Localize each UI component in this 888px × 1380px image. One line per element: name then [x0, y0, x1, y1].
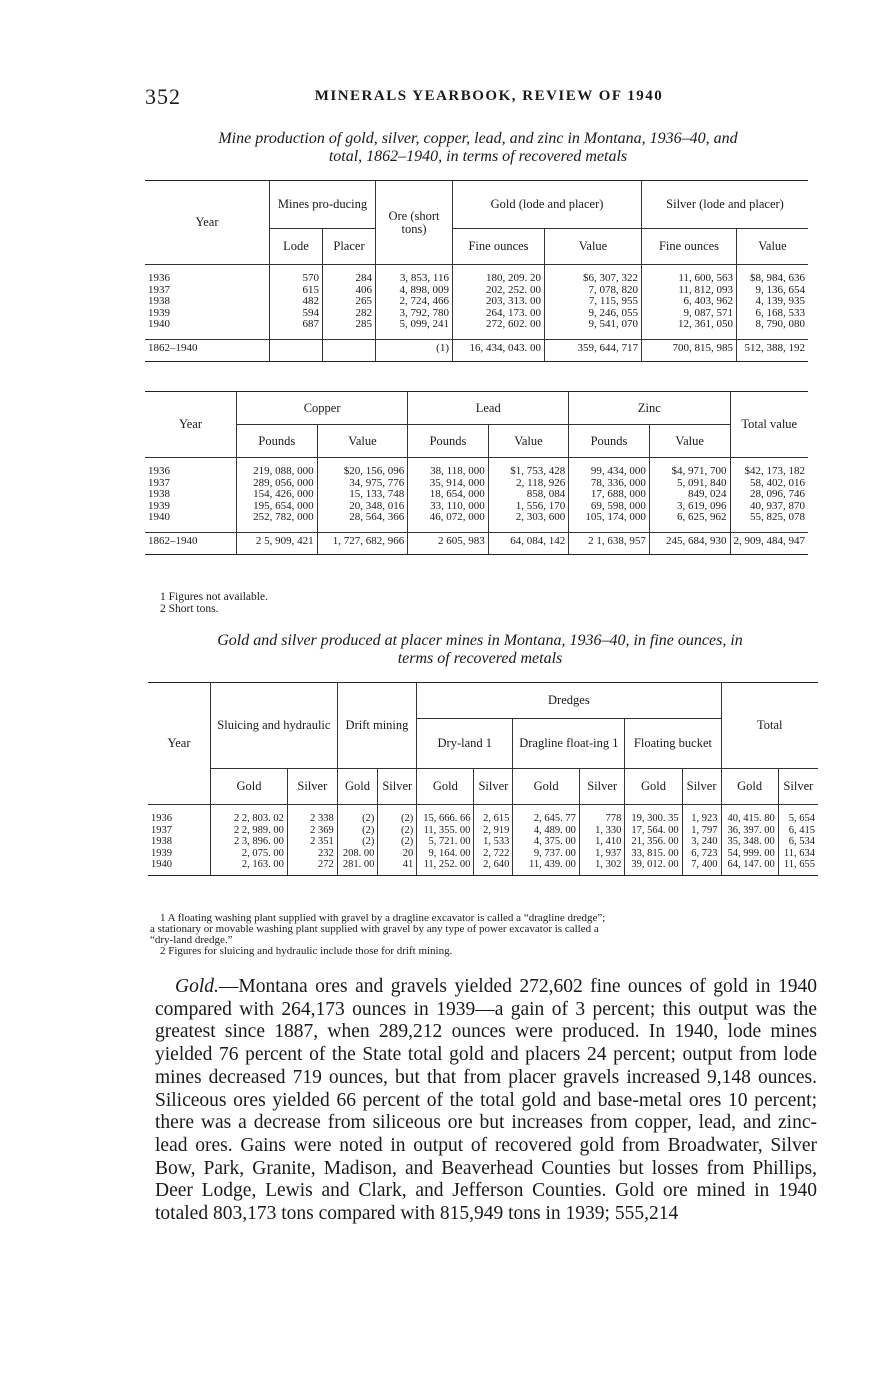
data-cell: (1) — [376, 339, 453, 357]
data-cell: 40, 415. 80 — [721, 813, 778, 825]
data-cell: 17, 688, 000 — [569, 489, 650, 501]
footnote-2: 2 Short tons. — [160, 602, 219, 615]
data-cell: 1, 330 — [579, 825, 625, 837]
data-cell: 39, 012. 00 — [625, 859, 682, 871]
data-cell: 2 2, 989. 00 — [211, 825, 288, 837]
col-lode: Lode — [270, 229, 323, 265]
data-cell: 2, 919 — [474, 825, 513, 837]
data-cell: 11, 655 — [783, 859, 815, 870]
data-cell: 2 3, 896. 00 — [211, 836, 288, 848]
col-gold-value: Value — [545, 229, 642, 265]
body-paragraph — [155, 976, 817, 1226]
col-copper: Copper — [236, 392, 407, 425]
data-cell: 3, 619, 096 — [649, 501, 730, 513]
data-cell — [270, 339, 323, 357]
data-cell: 4, 489. 00 — [513, 825, 580, 837]
data-cell: 284 — [323, 273, 376, 285]
data-cell: 1, 556, 170 — [488, 501, 568, 513]
table-row — [148, 836, 818, 848]
data-cell: 482 — [270, 296, 323, 308]
data-cell: 858, 084 — [488, 489, 568, 501]
col-zinc: Zinc — [569, 392, 730, 425]
data-cell: 35, 914, 000 — [408, 478, 488, 490]
data-cell: 180, 209. 20 — [453, 273, 545, 285]
col-lead: Lead — [408, 392, 569, 425]
col-gold-ounces: Fine ounces — [453, 229, 545, 265]
data-cell: 1, 727, 682, 966 — [317, 532, 408, 550]
table1-footnotes — [160, 592, 268, 615]
data-cell: 594 — [270, 308, 323, 320]
col-floating: Floating bucket — [625, 719, 721, 769]
data-cell: 64, 147. 00 — [721, 859, 778, 871]
data-cell: 38, 118, 000 — [408, 466, 488, 478]
data-cell: 99, 434, 000 — [569, 466, 650, 478]
data-cell: 208. 00 — [337, 848, 378, 860]
data-cell: 2, 118, 926 — [488, 478, 568, 490]
year-cell: 1938 — [145, 489, 236, 501]
footnote-1-cont: a stationary or movable washing plant supplied with gravel by any type of power excavator is called a — [150, 923, 599, 935]
data-cell: $42, 173, 182 — [744, 465, 805, 477]
data-cell: 219, 088, 000 — [236, 466, 317, 478]
data-cell: 6, 534 — [788, 836, 815, 847]
data-cell: 7, 400 — [682, 859, 721, 871]
data-cell: 4, 898, 009 — [376, 285, 453, 297]
col-silver-ounces: Fine ounces — [642, 229, 737, 265]
table-row — [145, 319, 808, 331]
data-cell: 2 338 — [287, 813, 337, 825]
data-cell: 2, 722 — [474, 848, 513, 860]
col-silver: Silver — [287, 769, 337, 805]
table-row — [145, 296, 808, 308]
data-cell: 9, 164. 00 — [417, 848, 474, 860]
table1-lower-body — [145, 458, 808, 555]
data-cell: 28, 096, 746 — [750, 488, 805, 500]
data-cell: 2 605, 983 — [408, 532, 488, 550]
data-cell: 54, 999. 00 — [721, 848, 778, 860]
data-cell: 2 369 — [287, 825, 337, 837]
data-cell: 4, 375. 00 — [513, 836, 580, 848]
data-cell: 778 — [579, 813, 625, 825]
data-cell: 17, 564. 00 — [625, 825, 682, 837]
col-gold: Gold — [721, 769, 778, 805]
year-cell: 1938 — [148, 836, 211, 848]
table2-caption: Gold and silver produced at placer mines in Montana, 1936–40, in fine ounces, in terms of recovered metals — [217, 632, 743, 667]
data-cell: 3, 792, 780 — [376, 308, 453, 320]
data-cell: 2, 645. 77 — [513, 813, 580, 825]
data-cell: $6, 307, 322 — [545, 273, 642, 285]
col-lead-pounds: Pounds — [408, 425, 488, 458]
data-cell: 12, 361, 050 — [642, 319, 737, 331]
table1-lower — [145, 391, 808, 555]
col-copper-value: Value — [317, 425, 408, 458]
data-cell: 202, 252. 00 — [453, 285, 545, 297]
data-cell: 16, 434, 043. 00 — [453, 339, 545, 357]
col-silver: Silver — [474, 769, 513, 805]
footnote-1-cont2: “dry-land dredge.” — [150, 934, 233, 946]
data-cell: 34, 975, 776 — [317, 478, 408, 490]
data-cell: 2, 075. 00 — [211, 848, 288, 860]
data-cell: 1, 410 — [579, 836, 625, 848]
paragraph-lead: Gold. — [175, 976, 219, 997]
data-cell: 58, 402, 016 — [750, 476, 805, 489]
data-cell: 687 — [270, 319, 323, 331]
data-cell: 265 — [323, 296, 376, 308]
year-cell: 1940 — [148, 859, 211, 871]
data-cell: (2) — [378, 825, 417, 837]
data-cell: 203, 313. 00 — [453, 296, 545, 308]
data-cell: 252, 782, 000 — [236, 512, 317, 524]
col-silver: Silver — [682, 769, 721, 805]
data-cell: 5, 099, 241 — [376, 319, 453, 331]
data-cell: 6, 168, 533 — [755, 306, 805, 319]
data-cell: 35, 348. 00 — [721, 836, 778, 848]
data-cell: 21, 356. 00 — [625, 836, 682, 848]
data-cell: 9, 136, 654 — [755, 283, 805, 296]
table-row — [148, 848, 818, 860]
col-sluicing: Sluicing and hydraulic — [211, 683, 338, 769]
data-cell: (2) — [337, 813, 378, 825]
data-cell: 15, 666. 66 — [417, 813, 474, 825]
data-cell: 2, 724, 466 — [376, 296, 453, 308]
table-total-row — [145, 339, 808, 357]
data-cell: 2, 640 — [474, 859, 513, 871]
data-cell: 285 — [323, 319, 376, 331]
data-cell: 2, 163. 00 — [211, 859, 288, 871]
data-cell: 11, 439. 00 — [513, 859, 580, 871]
table-row — [148, 813, 818, 825]
data-cell: 36, 397. 00 — [721, 825, 778, 837]
data-cell: 512, 388, 192 — [737, 339, 809, 357]
data-cell: 9, 087, 571 — [642, 308, 737, 320]
col-gold: Gold — [337, 769, 378, 805]
data-cell: 15, 133, 748 — [317, 489, 408, 501]
col-dredges: Dredges — [417, 683, 721, 719]
data-cell: 2 5, 909, 421 — [236, 532, 317, 550]
data-cell: 2 2, 803. 02 — [211, 813, 288, 825]
data-cell: $1, 753, 428 — [488, 466, 568, 478]
col-dragline: Dragline float-ing 1 — [513, 719, 625, 769]
data-cell: 105, 174, 000 — [569, 512, 650, 524]
year-cell: 1936 — [148, 813, 211, 825]
data-cell: 5, 654 — [788, 813, 815, 824]
table-row — [145, 273, 808, 285]
table1-upper — [145, 180, 808, 362]
col-total: Total — [721, 683, 818, 769]
year-cell: 1939 — [145, 501, 236, 513]
data-cell: 9, 737. 00 — [513, 848, 580, 860]
data-cell: 11, 634 — [783, 847, 815, 859]
table-row — [148, 859, 818, 871]
col-gold: Gold (lode and placer) — [453, 181, 642, 229]
table1-upper-body — [145, 265, 808, 362]
data-cell: 272, 602. 00 — [453, 319, 545, 331]
data-cell: 272 — [287, 859, 337, 871]
data-cell: 9, 541, 070 — [545, 319, 642, 331]
data-cell: 1, 923 — [682, 813, 721, 825]
data-cell: 281. 00 — [337, 859, 378, 871]
year-cell: 1939 — [148, 848, 211, 860]
data-cell: 11, 600, 563 — [642, 273, 737, 285]
data-cell: 6, 723 — [682, 848, 721, 860]
col-year: Year — [148, 683, 211, 805]
data-cell: (2) — [337, 836, 378, 848]
data-cell: 2 1, 638, 957 — [569, 532, 650, 550]
data-cell: (2) — [378, 813, 417, 825]
data-cell: 8, 790, 080 — [755, 318, 805, 330]
page-number: 352 — [145, 84, 181, 109]
data-cell — [323, 339, 376, 357]
col-placer: Placer — [323, 229, 376, 265]
col-copper-pounds: Pounds — [236, 425, 317, 458]
year-cell: 1862–1940 — [145, 339, 270, 357]
year-cell: 1862–1940 — [145, 532, 236, 550]
data-cell: 11, 355. 00 — [417, 825, 474, 837]
data-cell: $8, 984, 636 — [750, 272, 805, 284]
data-cell: 245, 684, 930 — [649, 532, 730, 550]
col-zinc-value: Value — [649, 425, 730, 458]
data-cell: 20, 348, 016 — [317, 501, 408, 513]
data-cell: (2) — [378, 836, 417, 848]
data-cell: 282 — [323, 308, 376, 320]
col-silver: Silver — [579, 769, 625, 805]
footnote-1: 1 Figures not available. — [160, 591, 268, 603]
data-cell: 78, 336, 000 — [569, 478, 650, 490]
data-cell: 289, 056, 000 — [236, 478, 317, 490]
data-cell: 6, 625, 962 — [649, 512, 730, 524]
col-year: Year — [145, 392, 236, 458]
year-cell: 1938 — [145, 296, 270, 308]
data-cell: 7, 115, 955 — [545, 296, 642, 308]
footnote-2: 2 Figures for sluicing and hydraulic include those for drift mining. — [160, 945, 453, 957]
data-cell: 19, 300. 35 — [625, 813, 682, 825]
page-header — [145, 84, 813, 112]
data-cell: 11, 812, 093 — [642, 285, 737, 297]
data-cell: 55, 825, 078 — [750, 511, 805, 523]
year-cell: 1936 — [145, 466, 236, 478]
year-cell: 1937 — [145, 285, 270, 297]
col-zinc-pounds: Pounds — [569, 425, 650, 458]
data-cell: 46, 072, 000 — [408, 512, 488, 524]
data-cell: 264, 173. 00 — [453, 308, 545, 320]
data-cell: 33, 110, 000 — [408, 501, 488, 513]
data-cell: 195, 654, 000 — [236, 501, 317, 513]
table2-footnotes — [150, 913, 818, 957]
data-cell: 40, 937, 870 — [750, 499, 805, 512]
footnote-1: 1 A floating washing plant supplied with gravel by a dragline excavator is called a “dragline dredge”; — [160, 912, 606, 924]
data-cell: 232 — [287, 848, 337, 860]
running-head: MINERALS YEARBOOK, REVIEW OF 1940 — [314, 88, 664, 104]
data-cell: 41 — [378, 859, 417, 871]
year-cell: 1940 — [145, 319, 270, 331]
col-silver: Silver — [378, 769, 417, 805]
data-cell: 2, 909, 484, 947 — [730, 532, 808, 550]
col-gold: Gold — [625, 769, 682, 805]
data-cell: 6, 415 — [788, 824, 815, 836]
col-gold: Gold — [513, 769, 580, 805]
col-drift: Drift mining — [337, 683, 416, 769]
data-cell: 33, 815. 00 — [625, 848, 682, 860]
table-row — [145, 489, 808, 501]
data-cell: 1, 302 — [579, 859, 625, 871]
data-cell: 615 — [270, 285, 323, 297]
col-ore: Ore (short tons) — [376, 181, 453, 265]
data-cell: 20 — [378, 848, 417, 860]
data-cell: 5, 091, 840 — [649, 478, 730, 490]
table1-caption: Mine production of gold, silver, copper, lead, and zinc in Montana, 1936–40, and total, 1862–1940, in terms of recovered metals — [218, 130, 738, 165]
table-row — [145, 512, 808, 524]
data-cell: 9, 246, 055 — [545, 308, 642, 320]
data-cell: (2) — [337, 825, 378, 837]
table2 — [148, 682, 818, 876]
data-cell: 1, 797 — [682, 825, 721, 837]
col-mines-producing: Mines pro-ducing — [270, 181, 376, 229]
year-cell: 1940 — [145, 512, 236, 524]
paragraph-text: —Montana ores and gravels yielded 272,602 fine ounces of gold in 1940 compared with 264,173 ounces in 1939—a gain of 3 percent; this output was the greatest since 1887, when 289,212 ounces were produced. In 1940, lode mines yielded 76 percent of the State total gold and placers 24 percent; output from lode mines decreased 719 ounces, but that from placer gravels increased 9,148 ounces. Siliceous ores yielded 66 percent of the total gold and base-metal ores 10 percent; there was a decrease from siliceous ore but increases from copper, lead, and zinc-lead ores. Gains were noted in output of recovered gold from Broadwater, Silver Bow, Park, Granite, Madison, and Beaverhead Counties but losses from Phillips, Deer Lodge, Lewis and Clark, and Jefferson Counties. Gold ore mined in 1940 totaled 803,173 tons compared with 815,949 tons in 1939; 555,214 — [155, 976, 817, 1225]
data-cell: 1, 533 — [474, 836, 513, 848]
data-cell: 18, 654, 000 — [408, 489, 488, 501]
col-gold: Gold — [417, 769, 474, 805]
table-total-row — [145, 532, 808, 550]
col-dryland: Dry-land 1 — [417, 719, 513, 769]
col-silver: Silver — [778, 769, 818, 805]
data-cell: $4, 971, 700 — [649, 466, 730, 478]
col-total-value: Total value — [730, 392, 808, 458]
data-cell: 2, 615 — [474, 813, 513, 825]
col-lead-value: Value — [488, 425, 568, 458]
data-cell: 2, 303, 600 — [488, 512, 568, 524]
data-cell: 11, 252. 00 — [417, 859, 474, 871]
table2-body — [148, 805, 818, 876]
data-cell: 2 351 — [287, 836, 337, 848]
data-cell: 1, 937 — [579, 848, 625, 860]
col-year: Year — [145, 181, 270, 265]
data-cell: 570 — [270, 273, 323, 285]
data-cell: 359, 644, 717 — [545, 339, 642, 357]
data-cell: 64, 084, 142 — [488, 532, 568, 550]
table-row — [145, 466, 808, 478]
data-cell: 3, 240 — [682, 836, 721, 848]
data-cell: 154, 426, 000 — [236, 489, 317, 501]
data-cell: $20, 156, 096 — [317, 466, 408, 478]
data-cell: 406 — [323, 285, 376, 297]
col-silver: Silver (lode and placer) — [642, 181, 809, 229]
data-cell: 7, 078, 820 — [545, 285, 642, 297]
data-cell: 700, 815, 985 — [642, 339, 737, 357]
data-cell: 4, 139, 935 — [755, 295, 805, 307]
year-cell: 1936 — [145, 273, 270, 285]
data-cell: 6, 403, 962 — [642, 296, 737, 308]
data-cell: 69, 598, 000 — [569, 501, 650, 513]
data-cell: 3, 853, 116 — [376, 273, 453, 285]
year-cell: 1937 — [148, 825, 211, 837]
year-cell: 1937 — [145, 478, 236, 490]
data-cell: 28, 564, 366 — [317, 512, 408, 524]
year-cell: 1939 — [145, 308, 270, 320]
col-silver-value: Value — [737, 229, 809, 265]
col-gold: Gold — [211, 769, 288, 805]
data-cell: 849, 024 — [649, 489, 730, 501]
table-row — [148, 825, 818, 837]
data-cell: 5, 721. 00 — [417, 836, 474, 848]
